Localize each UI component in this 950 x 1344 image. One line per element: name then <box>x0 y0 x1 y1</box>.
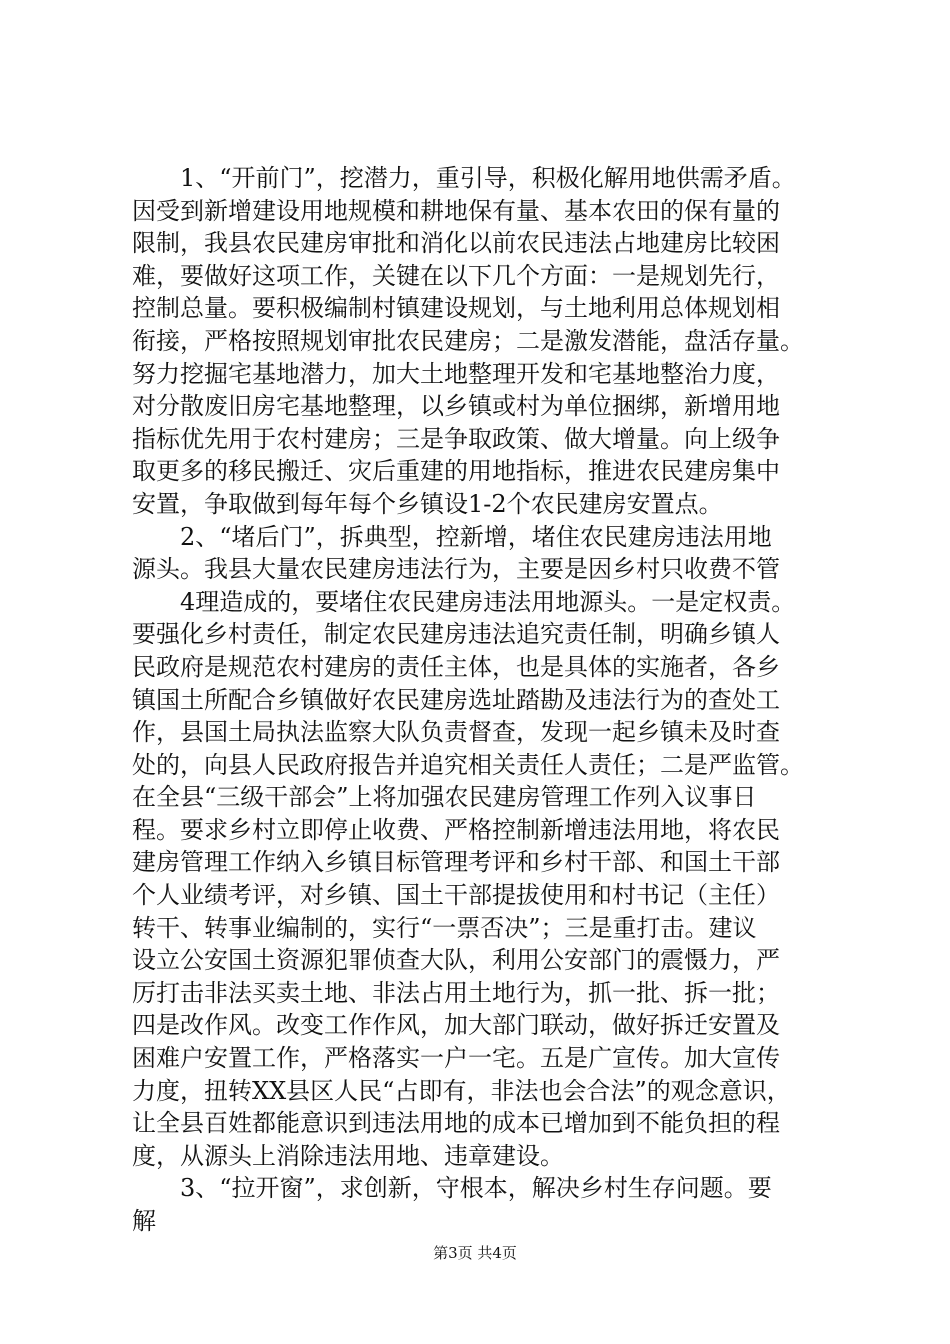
text-line: 要强化乡村责任，制定农民建房违法追究责任制，明确乡镇人 <box>132 620 780 649</box>
text-line: 处的，向县人民政府报告并追究相关责任人责任；二是严监管。 <box>132 750 804 779</box>
text-line: 四是改作风。改变工作作风，加大部门联动，做好拆迁安置及 <box>132 1011 780 1040</box>
text-line: 源头。我县大量农民建房违法行为，主要是因乡村只收费不管 <box>132 555 780 584</box>
text-line: 衔接，严格按照规划审批农民建房；二是激发潜能，盘活存量。 <box>132 326 804 355</box>
text-line: 努力挖掘宅基地潜力，加大土地整理开发和宅基地整治力度， <box>132 359 780 388</box>
text-line: 在全县“三级干部会”上将加强农民建房管理工作列入议事日 <box>132 783 757 812</box>
text-line: 4理造成的，要堵住农民建房违法用地源头。一是定权责。 <box>180 587 796 616</box>
text-line: 取更多的移民搬迁、灾后重建的用地指标，推进农民建房集中 <box>132 457 780 486</box>
text-line: 个人业绩考评，对乡镇、国土干部提拔使用和村书记（主任） <box>132 881 780 910</box>
text-line: 2、“堵后门”，拆典型，控新增，堵住农民建房违法用地 <box>180 522 772 551</box>
text-line: 对分散废旧房宅基地整理，以乡镇或村为单位捆绑，新增用地 <box>132 392 780 421</box>
text-line: 力度，扭转XX县区人民“占即有，非法也会合法”的观念意识， <box>132 1076 791 1105</box>
text-line: 度，从源头上消除违法用地、违章建设。 <box>132 1141 564 1170</box>
text-line: 厉打击非法买卖土地、非法占用土地行为，抓一批、拆一批； <box>132 978 780 1007</box>
text-line: 让全县百姓都能意识到违法用地的成本已增加到不能负担的程 <box>132 1109 780 1138</box>
text-line: 解 <box>132 1207 156 1235</box>
text-line: 指标优先用于农村建房；三是争取政策、做大增量。向上级争 <box>132 424 780 453</box>
text-line: 因受到新增建设用地规模和耕地保有量、基本农田的保有量的 <box>132 196 780 225</box>
page-footer <box>0 1243 950 1263</box>
text-line: 转干、转事业编制的，实行“一票否决”；三是重打击。建议 <box>132 913 757 942</box>
text-line: 程。要求乡村立即停止收费、严格控制新增违法用地，将农民 <box>132 815 780 844</box>
text-line: 设立公安国土资源犯罪侦查大队，利用公安部门的震慑力，严 <box>132 946 780 975</box>
text-line: 建房管理工作纳入乡镇目标管理考评和乡村干部、和国土干部 <box>132 848 780 877</box>
text-line: 作，县国土局执法监察大队负责督查，发现一起乡镇未及时查 <box>132 718 780 747</box>
text-line: 控制总量。要积极编制村镇建设规划，与土地利用总体规划相 <box>132 294 780 323</box>
text-line: 难，要做好这项工作，关键在以下几个方面：一是规划先行， <box>132 261 780 290</box>
text-line: 民政府是规范农村建房的责任主体，也是具体的实施者，各乡 <box>132 652 780 681</box>
text-line: 3、“拉开窗”，求创新，守根本，解决乡村生存问题。要 <box>180 1174 772 1203</box>
text-line: 1、“开前门”，挖潜力，重引导，积极化解用地供需矛盾。 <box>180 164 796 192</box>
page-number-label: 第3页 共4页 <box>433 1244 517 1262</box>
text-line: 镇国土所配合乡镇做好农民建房选址踏勘及违法行为的查处工 <box>132 685 780 714</box>
text-line: 困难户安置工作，严格落实一户一宅。五是广宣传。加大宣传 <box>132 1044 780 1073</box>
text-line: 限制，我县农民建房审批和消化以前农民违法占地建房比较困 <box>132 229 780 258</box>
text-line: 安置，争取做到每年每个乡镇设1-2个农民建房安置点。 <box>132 489 723 518</box>
document-body <box>132 162 832 1238</box>
